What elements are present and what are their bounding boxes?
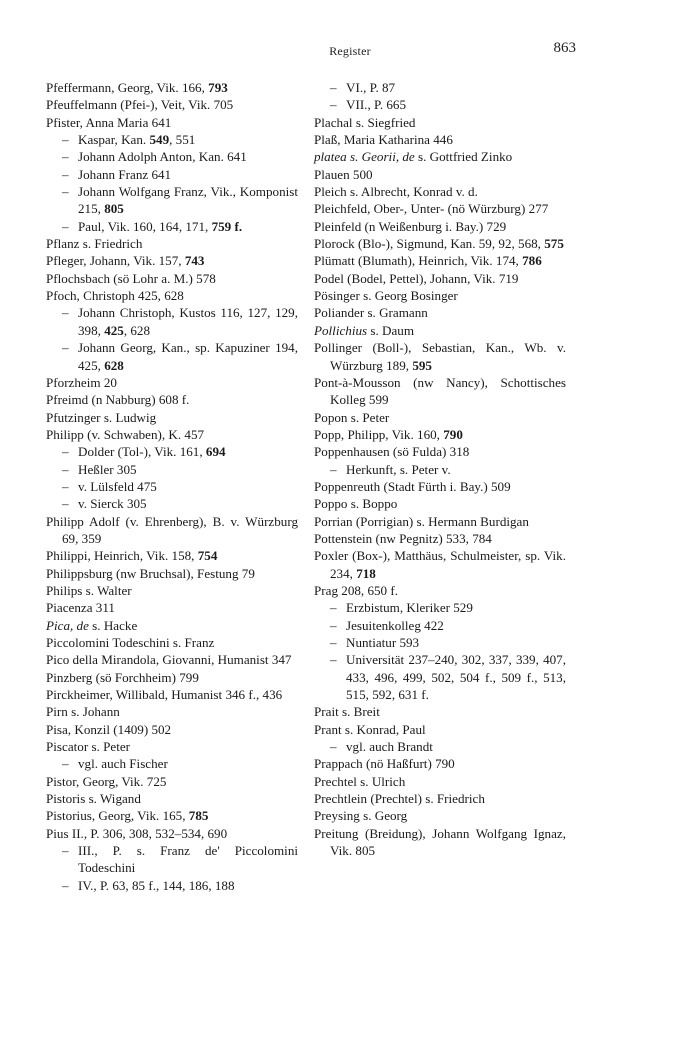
entry-text: Pforzheim 20 [46,374,117,390]
index-entry [46,669,298,686]
subentry-dash: – [62,461,69,477]
index-subentry [314,738,566,755]
index-subentry [46,304,298,339]
index-entry [314,513,566,530]
subentry-dash: – [330,739,337,755]
index-entry [314,825,566,860]
index-entry [46,426,298,443]
entry-text: vgl. auch Fischer [78,756,168,772]
index-entry [46,79,298,96]
index-entry [314,790,566,807]
subentry-dash: – [330,635,337,650]
index-entry [46,96,298,113]
entry-text: , 628 [123,322,151,338]
index-subentry [314,617,566,634]
index-subentry [314,634,566,651]
index-entry [46,409,298,426]
index-entry [46,599,298,616]
entry-text: Pottenstein (nw Pegnitz) 533, 784 [314,530,492,546]
subentry-dash: – [330,652,337,668]
entry-text: s. Gottfried Zinko [414,149,513,165]
main-reference: 628 [104,357,124,373]
index-subentry [46,478,298,495]
entry-text: Pinzberg (sö Forchheim) 799 [46,669,199,685]
main-reference: 718 [356,565,376,581]
entry-text: VII., P. 665 [346,97,407,113]
entry-text: Johann Georg, Kan., sp. Kapuziner 194, 425, [78,340,298,373]
index-entry [46,651,298,668]
index-entry [314,235,566,252]
index-entry [314,721,566,738]
latin-term: platea s. Georii, de [314,149,415,165]
entry-text: Poppenhausen (sö Fulda) 318 [314,444,470,460]
index-subentry [314,461,566,478]
entry-text: Pirckheimer, Willibald, Humanist 346 f., 436 [46,687,283,703]
index-entry [314,183,566,200]
entry-text: Pius II., P. 306, 308, 532–534, 690 [46,825,228,841]
index-entry [46,374,298,391]
entry-text: Pflochsbach (sö Lohr a. M.) 578 [46,270,216,286]
index-entry [46,513,298,548]
index-entry [46,582,298,599]
index-entry [46,807,298,824]
subentry-dash: – [330,461,337,477]
index-entry [46,114,298,131]
index-entry [46,738,298,755]
entry-text: Prechtel s. Ulrich [314,773,406,789]
entry-text: Pistoris s. Wigand [46,791,141,807]
subentry-dash: – [330,80,337,95]
index-subentry [314,79,566,96]
entry-text: Prait s. Breit [314,704,380,720]
entry-text: Pistor, Georg, Vik. 725 [46,773,167,789]
index-subentry [46,461,298,478]
entry-text: Pistorius, Georg, Vik. 165, [46,808,189,824]
entry-text: Nuntiatur 593 [346,635,420,650]
entry-text: Kaspar, Kan. [78,132,150,148]
entry-text: Pleinfeld (n Weißenburg i. Bay.) 729 [314,218,507,234]
entry-text: Poliander s. Gramann [314,305,428,321]
entry-text: Johann Christoph, Kustos 116, 127, 129, 398, [78,305,298,338]
index-entry [46,790,298,807]
index-entry [314,807,566,824]
latin-term: Pica, de [46,617,89,633]
index-entry [314,409,566,426]
index-entry [314,547,566,582]
entry-text: III., P. s. Franz de' Piccolomini Todeschini [78,843,298,876]
subentry-dash: – [330,97,337,113]
entry-text: Philips s. Walter [46,582,132,598]
entry-text: Jesuitenkolleg 422 [346,617,444,633]
entry-text: Universität 237–240, 302, 337, 339, 407, 433, 496, 499, 502, 504 f., 509 f., 513, 515, 592, 631 f. [346,652,566,703]
entry-text: IV., P. 63, 85 f., 144, 186, 188 [78,877,235,893]
entry-text: Preitung (Breidung), Johann Wolfgang Ignaz, Vik. 805 [314,825,566,859]
index-entry [314,322,566,339]
entry-text: Prechtlein (Prechtel) s. Friedrich [314,791,485,807]
entry-text: Piscator s. Peter [46,739,131,755]
entry-text: Pfutzinger s. Ludwig [46,409,157,425]
main-reference: 575 [544,236,564,252]
entry-text: Pollinger (Boll-), Sebastian, Kan., Wb. v. Würzburg 189, [314,340,566,373]
index-entry [314,426,566,443]
entry-text: Dolder (Tol-), Vik. 161, [78,444,206,460]
entry-text: Plümatt (Blumath), Heinrich, Vik. 174, [314,253,523,269]
latin-term: Pollichius [314,322,368,338]
index-entry [46,252,298,269]
entry-text: Pfeuffelmann (Pfei-), Veit, Vik. 705 [46,97,234,113]
main-reference: 759 f. [211,218,243,234]
index-subentry [314,599,566,616]
main-reference: 785 [188,808,209,824]
entry-text: Preysing s. Georg [314,808,408,824]
entry-text: Porrian (Porrigian) s. Hermann Burdigan [314,513,529,529]
main-reference: 805 [104,201,124,217]
index-entry [314,270,566,287]
subentry-dash: – [62,218,69,234]
entry-text: Paul, Vik. 160, 164, 171, [78,218,212,234]
index-entry [46,391,298,408]
entry-text: Plachal s. Siegfried [314,114,416,130]
entry-text: Pösinger s. Georg Bosinger [314,288,458,304]
index-entry [46,270,298,287]
entry-text: Philipp Adolf (v. Ehrenberg), B. v. Würzburg 69, 359 [46,513,298,546]
subentry-dash: – [62,444,69,460]
index-entry [314,114,566,131]
entry-text: VI., P. 87 [346,80,396,95]
entry-text: Johann Adolph Anton, Kan. 641 [78,149,247,165]
index-entry [46,703,298,720]
index-entry [46,721,298,738]
entry-text: Pleich s. Albrecht, Konrad v. d. [314,184,478,200]
index-subentry [46,148,298,165]
entry-text: Prappach (nö Haßfurt) 790 [314,756,455,772]
entry-text: Pfeffermann, Georg, Vik. 166, [46,80,209,95]
index-subentry [46,339,298,374]
main-reference: 786 [522,253,542,269]
index-subentry [46,443,298,460]
main-reference: 754 [197,548,218,564]
index-entry [314,252,566,269]
index-entry [314,287,566,304]
index-entry [46,235,298,252]
main-reference: 793 [208,80,228,95]
index-subentry [46,166,298,183]
index-entry [314,755,566,772]
entry-text: Popp, Philipp, Vik. 160, [314,426,444,442]
subentry-dash: – [330,600,337,616]
index-entry [314,131,566,148]
entry-text: vgl. auch Brandt [346,739,433,755]
index-entry [46,565,298,582]
index-entry [314,339,566,374]
entry-text: Johann Wolfgang Franz, Vik., Komponist 215, [78,184,298,217]
subentry-dash: – [62,132,69,148]
entry-text: Erzbistum, Kleriker 529 [346,600,473,616]
index-entry [314,304,566,321]
index-entry [314,166,566,183]
index-column-left [46,79,298,894]
index-entry [314,530,566,547]
index-entry [46,547,298,564]
entry-text: v. Lülsfeld 475 [78,478,157,494]
subentry-dash: – [62,756,69,772]
index-entry [314,218,566,235]
entry-text: s. Hacke [88,617,138,633]
index-entry [46,825,298,842]
index-entry [314,148,566,165]
index-subentry [46,131,298,148]
index-subentry [46,183,298,218]
index-entry [46,617,298,634]
index-entry [314,478,566,495]
entry-text: Pisa, Konzil (1409) 502 [46,721,172,737]
subentry-dash: – [330,617,337,633]
index-subentry [46,755,298,772]
index-entry [314,773,566,790]
entry-text: Pico della Mirandola, Giovanni, Humanist 347 [46,652,292,668]
entry-text: v. Sierck 305 [78,496,147,512]
subentry-dash: – [62,166,69,182]
subentry-dash: – [62,496,69,512]
entry-text: Prant s. Konrad, Paul [314,721,426,737]
entry-text: Philippsburg (nw Bruchsal), Festung 79 [46,565,255,581]
index-entry [314,374,566,409]
index-column-right [314,79,566,859]
entry-text: Herkunft, s. Peter v. [346,461,451,477]
entry-text: Philippi, Heinrich, Vik. 158, [46,548,198,564]
index-entry [46,634,298,651]
subentry-dash: – [62,478,69,494]
entry-text: Prag 208, 650 f. [314,582,399,598]
main-reference: 425 [104,322,124,338]
entry-text: Pirn s. Johann [46,704,120,720]
subentry-dash: – [62,877,69,893]
subentry-dash: – [62,340,69,356]
entry-text: , 551 [169,132,196,148]
entry-text: Plaß, Maria Katharina 446 [314,132,453,148]
entry-text: Plauen 500 [314,166,373,182]
page-number: 863 [553,40,576,56]
entry-text: Pont-à-Mousson (nw Nancy), Schottisches Kolleg 599 [314,374,566,408]
entry-text: Pfister, Anna Maria 641 [46,114,172,130]
main-reference: 549 [149,132,170,148]
entry-text: Piacenza 311 [46,600,115,616]
entry-text: Plorock (Blo-), Sigmund, Kan. 59, 92, 568, [314,236,545,252]
main-reference: 790 [443,426,463,442]
index-entry [314,443,566,460]
entry-text: Poxler (Box-), Matthäus, Schulmeister, sp. Vik. 234, [314,548,566,581]
entry-text: Poppenreuth (Stadt Fürth i. Bay.) 509 [314,478,511,494]
entry-text: Pfleger, Johann, Vik. 157, [46,253,185,269]
entry-text: Heßler 305 [78,461,137,477]
index-entry [314,582,566,599]
index-subentry [46,218,298,235]
index-entry [314,703,566,720]
subentry-dash: – [62,843,69,859]
index-entry [314,495,566,512]
index-subentry [46,495,298,512]
subentry-dash: – [62,184,69,200]
main-reference: 743 [184,253,205,269]
entry-text: Podel (Bodel, Pettel), Johann, Vik. 719 [314,270,519,286]
entry-text: Pfreimd (n Nabburg) 608 f. [46,392,190,408]
index-entry [314,200,566,217]
main-reference: 595 [412,357,432,373]
entry-text: Pflanz s. Friedrich [46,236,143,252]
running-title: Register [329,44,371,58]
index-subentry [46,842,298,877]
index-entry [46,287,298,304]
entry-text: Popon s. Peter [314,409,390,425]
index-entry [46,773,298,790]
entry-text: Johann Franz 641 [78,166,172,182]
entry-text: Piccolomini Todeschini s. Franz [46,635,215,650]
subentry-dash: – [62,149,69,165]
entry-text: Pleichfeld, Ober-, Unter- (nö Würzburg) 277 [314,201,549,217]
entry-text: Philipp (v. Schwaben), K. 457 [46,426,205,442]
index-subentry [46,877,298,894]
subentry-dash: – [62,305,69,321]
index-subentry [314,651,566,703]
index-subentry [314,96,566,113]
entry-text: s. Daum [367,322,415,338]
main-reference: 694 [205,444,226,460]
entry-text: Pfoch, Christoph 425, 628 [46,288,184,304]
entry-text: Poppo s. Boppo [314,496,398,512]
index-entry [46,686,298,703]
